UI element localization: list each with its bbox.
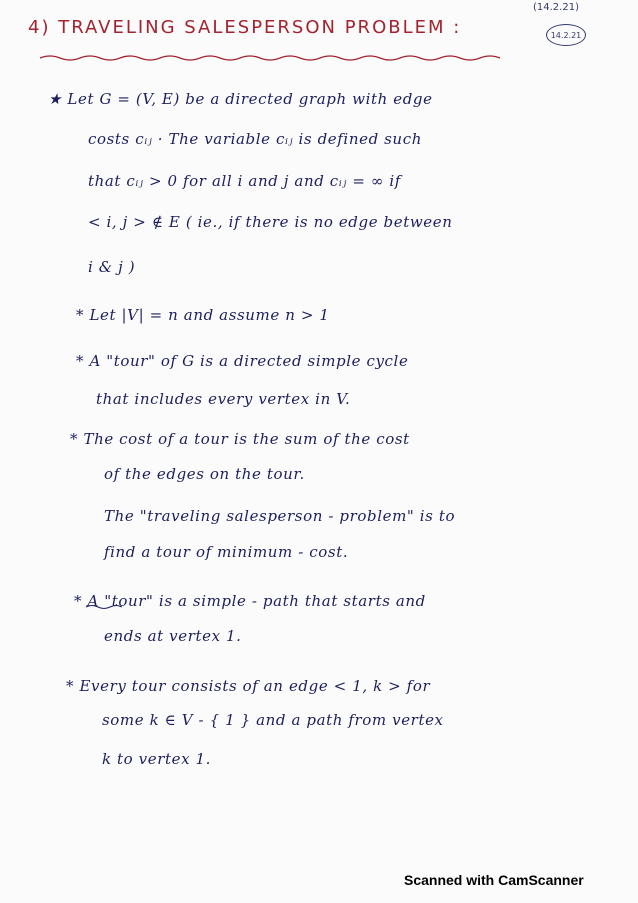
note-line: * The cost of a tour is the sum of the cost [70,430,410,448]
note-line: ends at vertex 1. [104,627,242,645]
date-note: (14.2.21) [533,2,579,13]
note-line: The "traveling salesperson - problem" is to [104,507,456,525]
page-title: 4) TRAVELING SALESPERSON PROBLEM : [28,17,462,38]
note-line: < i, j > ∉ E ( ie., if there is no edge between [88,213,453,231]
note-line: some k ∈ V - { 1 } and a path from vertex [102,711,444,729]
note-line: * Let |V| = n and assume n > 1 [76,306,330,324]
date-stamp: 14.2.21 [546,24,586,46]
note-line: k to vertex 1. [102,750,212,768]
note-line: that includes every vertex in V. [96,390,351,408]
note-line: that cᵢⱼ > 0 for all i and j and cᵢⱼ = ∞ if [88,172,401,190]
scanner-watermark: Scanned with CamScanner [404,872,584,888]
note-line: i & j ) [88,258,136,276]
note-line: * Every tour consists of an edge < 1, k > for [66,677,431,695]
note-line: of the edges on the tour. [104,465,305,483]
note-line: * A "tour" of G is a directed simple cycle [76,352,409,370]
note-line: find a tour of minimum - cost. [104,543,349,561]
note-line: * A "tour" is a simple - path that starts and [74,592,426,610]
note-line: costs cᵢⱼ · The variable cᵢⱼ is defined such [88,130,422,148]
note-line: ★ Let G = (V, E) be a directed graph with edge [48,90,433,108]
